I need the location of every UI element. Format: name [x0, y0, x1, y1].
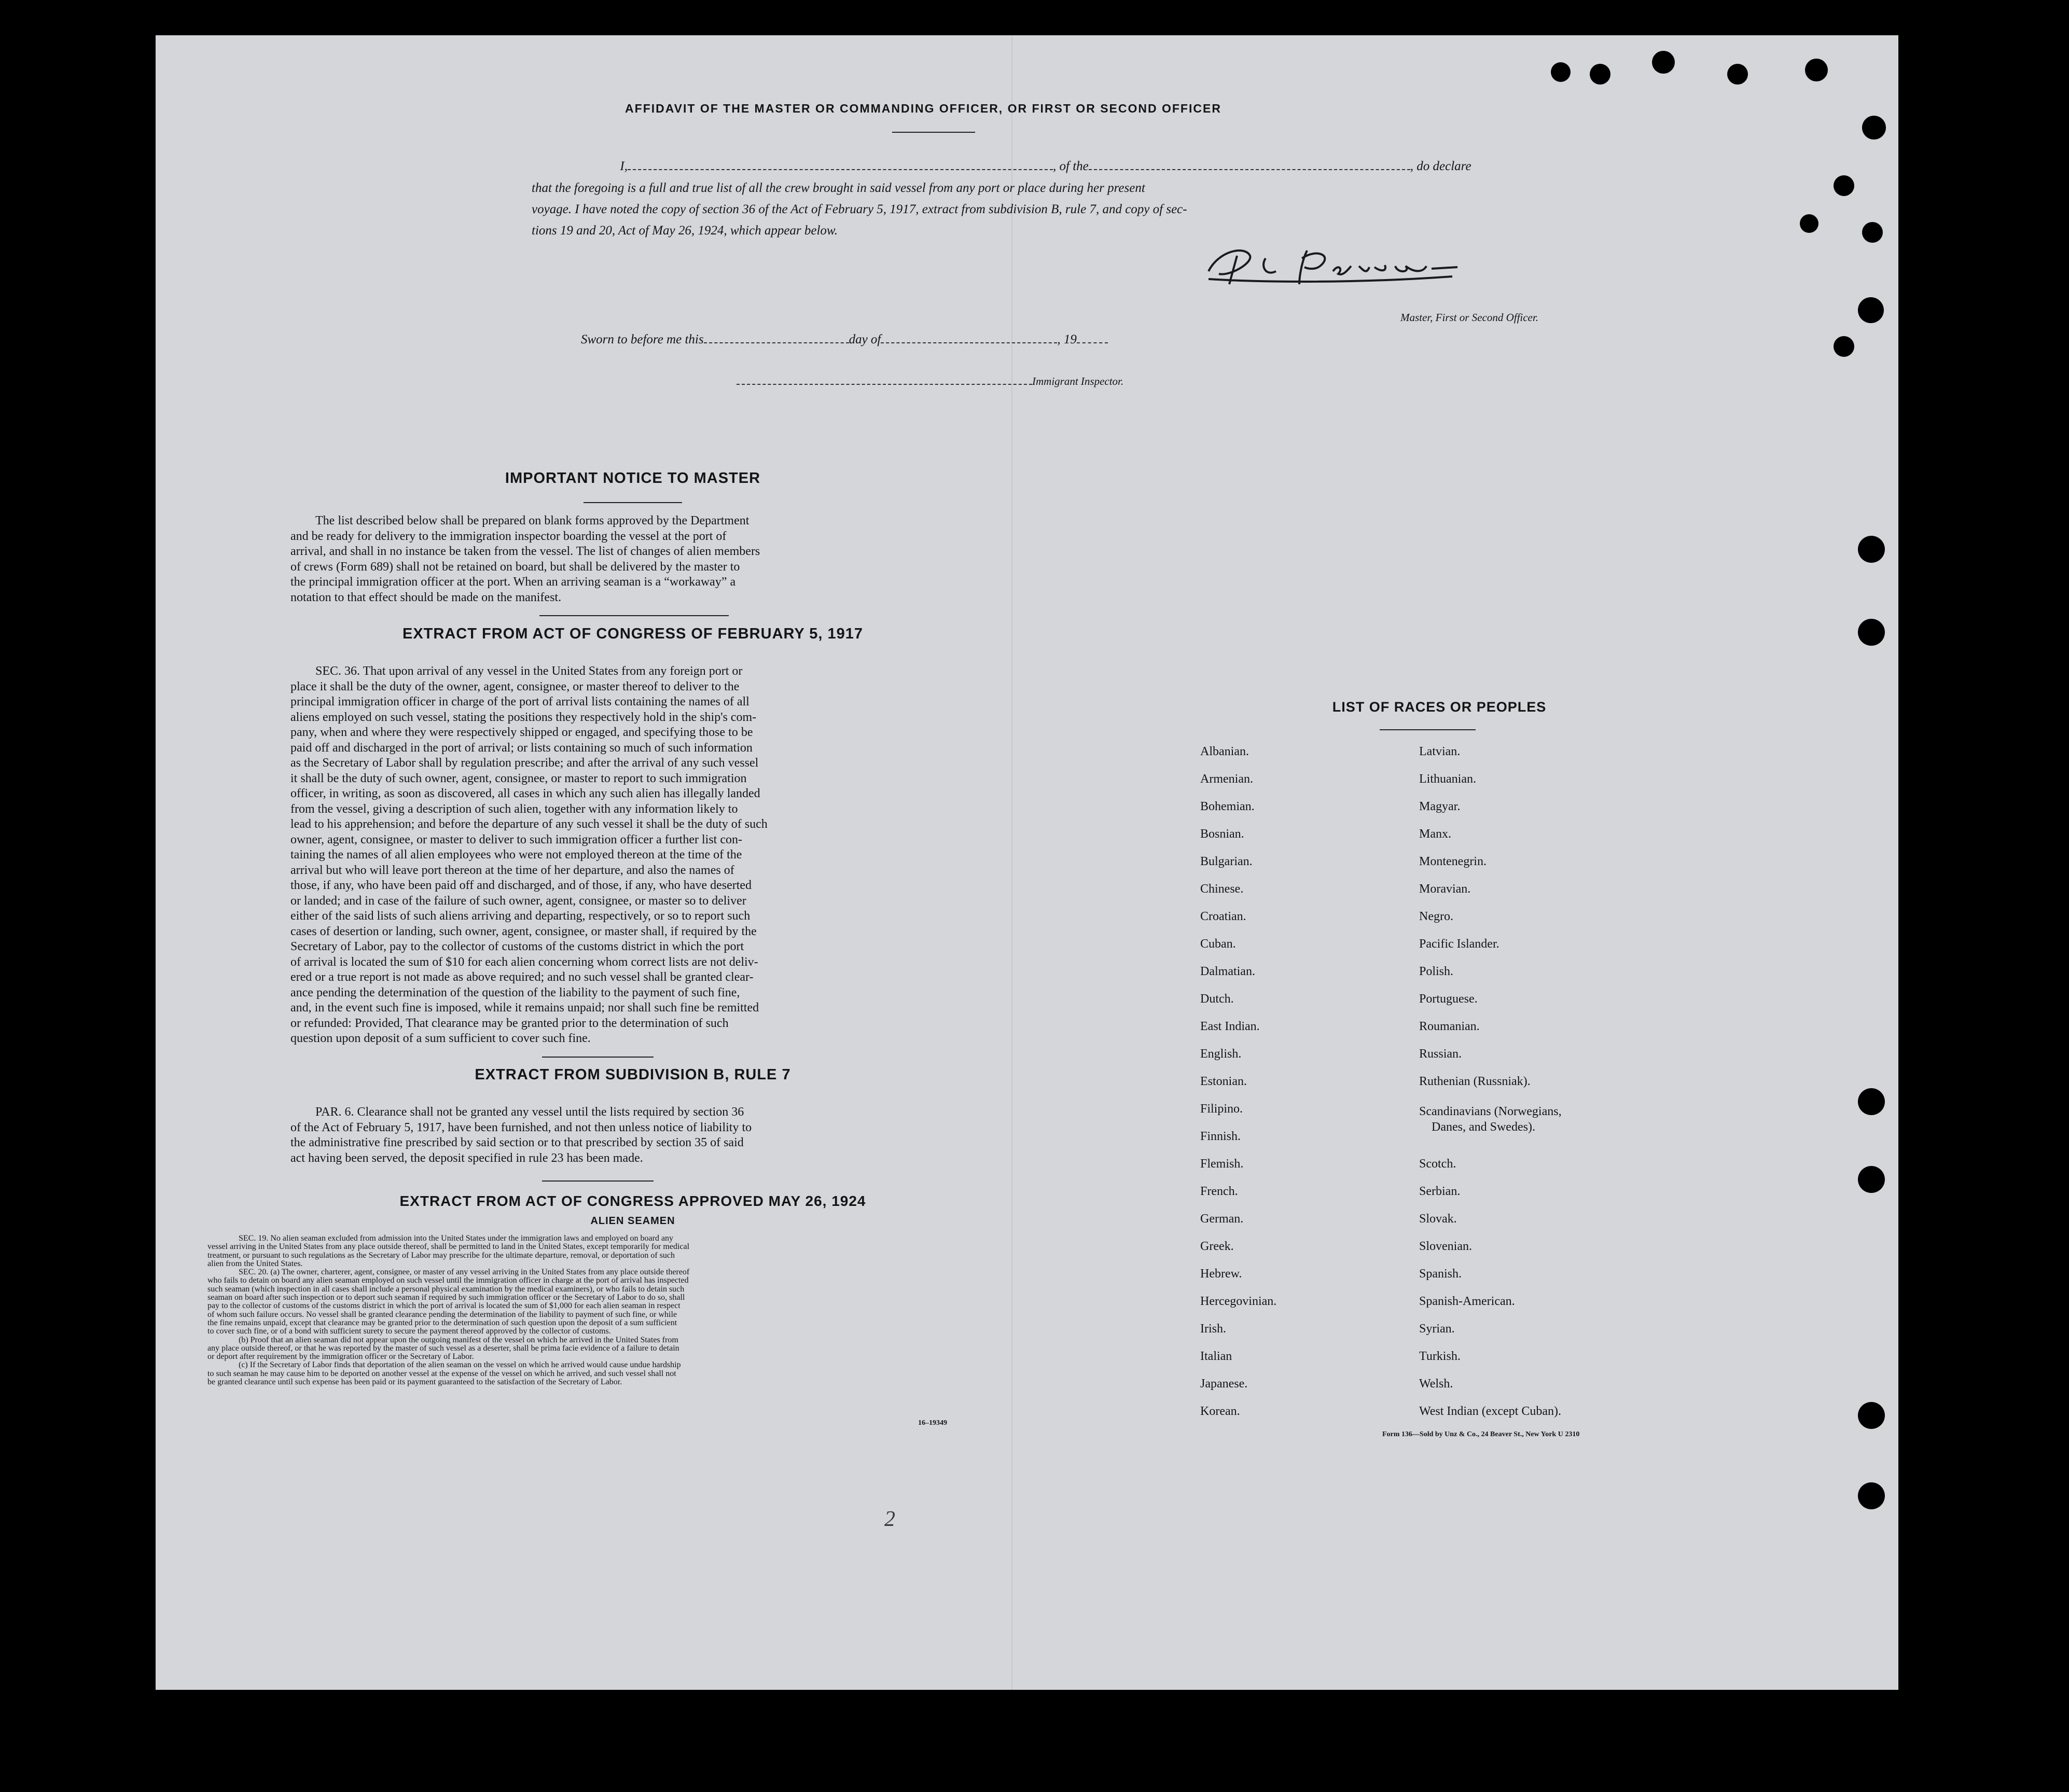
extract-1924-line: to cover such fine, or of a bond with sufficient surety to secure the payment thereof approved by the collector of customs. [207, 1327, 611, 1336]
race-left: Albanian. [1200, 745, 1249, 758]
extract-1924-title: EXTRACT FROM ACT OF CONGRESS APPROVED MAY 26, 1924 [399, 1193, 866, 1209]
punch-hole [1800, 214, 1818, 233]
extract-rule7-line: the administrative fine prescribed by said section or to that prescribed by section 35 of said [290, 1136, 744, 1149]
extract-1917-line: cases of desertion or landing, such owner, agent, consignee, or master shall, if required by the [290, 924, 757, 938]
extract-1917-line: those, if any, who have been paid off and discharged, and of those, if any, who have deserted [290, 879, 752, 892]
sworn-line [581, 332, 1108, 347]
extract-1924-line: any place outside thereof, or that he was reported by the master of such vessel as a deserter, shall be prima facie evidence of a failure to detain [207, 1343, 679, 1353]
extract-1924-line: (b) Proof that an alien seaman did not appear upon the outgoing manifest of the vessel on which he arrived in the United States from [239, 1335, 678, 1344]
extract-1924-line: pay to the collector of customs of the customs district in which the port of arrival is located the sum of $1,000 for each alien seaman in respect [207, 1301, 681, 1311]
extract-rule7-title: EXTRACT FROM SUBDIVISION B, RULE 7 [475, 1066, 791, 1083]
race-left: East Indian. [1200, 1020, 1260, 1033]
form-sheet [156, 35, 1898, 1690]
extract-1924-line: be granted clearance until such expense has been paid or its payment guaranteed to the satisfaction of the Secretary of Labor. [207, 1378, 622, 1387]
extract-1917-text [290, 664, 1033, 1047]
extract-1917-title: EXTRACT FROM ACT OF CONGRESS OF FEBRUARY 5, 1917 [402, 626, 864, 642]
notice-line: notation to that effect should be made on the manifest. [290, 590, 562, 604]
extract-1917-line: Secretary of Labor, pay to the collector of customs of the customs district in which the port [290, 940, 744, 953]
race-right: Spanish-American. [1419, 1295, 1515, 1308]
race-right: Portuguese. [1419, 992, 1478, 1006]
inspector-caption: Immigrant Inspector. [1032, 375, 1124, 387]
race-left: Japanese. [1200, 1377, 1248, 1391]
race-left: Hebrew. [1200, 1267, 1242, 1281]
race-right: Spanish. [1419, 1267, 1462, 1281]
extract-1917-line: pany, when and where they were respectively shipped or engaged, and specifying those to be [290, 726, 753, 739]
inspector-line [737, 375, 1123, 388]
extract-1917-line: officer, in writing, as soon as discovered, all cases in which any such alien has illegally landed [290, 787, 760, 800]
extract-1917-line: taining the names of all alien employees who were not employed thereon at the time of the [290, 848, 742, 862]
punch-hole [1834, 336, 1854, 357]
extract-1924-subtitle: ALIEN SEAMEN [590, 1215, 675, 1227]
race-left: Bulgarian. [1200, 855, 1253, 868]
punch-hole [1858, 1402, 1885, 1429]
race-right: Turkish. [1419, 1350, 1461, 1363]
sworn-year-field[interactable] [1077, 332, 1108, 343]
race-right: Ruthenian (Russniak). [1419, 1075, 1531, 1088]
extract-1924-line: (c) If the Secretary of Labor finds that deportation of the alien seaman on the vessel on which he arrived would cause undue hardship [239, 1360, 681, 1370]
sworn-month-field[interactable] [881, 332, 1057, 343]
race-left: Dalmatian. [1200, 965, 1255, 978]
extract-1924-line: vessel arriving in the United States from any place outside thereof, shall be permitted to land in the United States, except temporarily for medical [207, 1242, 690, 1252]
punch-hole [1551, 62, 1571, 82]
punch-hole [1652, 51, 1675, 74]
punch-hole [1862, 222, 1883, 243]
race-right: Scotch. [1419, 1157, 1456, 1171]
punch-hole [1834, 175, 1854, 196]
extract-1917-line: ance pending the determination of the question of the liability to the payment of such fine, [290, 985, 740, 999]
extract-rule7-text [290, 1105, 1033, 1166]
race-right: Serbian. [1419, 1185, 1461, 1198]
extract-1917-line: owner, agent, consignee, or master to deliver to such immigration officer a further list con- [290, 832, 742, 846]
affidavit-declare-label: , do declare [1410, 159, 1471, 173]
extract-1917-line: place it shall be the duty of the owner, agent, consignee, or master thereof to deliver to the [290, 679, 740, 693]
race-right: Scandinavians (Norwegians, [1419, 1105, 1562, 1118]
extract-1917-line: it shall be the duty of such owner, agent, consignee, or master to report to such immigration [290, 771, 747, 785]
race-right: Russian. [1419, 1047, 1462, 1061]
race-right: Danes, and Swedes). [1432, 1120, 1535, 1134]
section-rule [539, 615, 729, 616]
punch-hole [1727, 64, 1748, 85]
affidavit-statement-line: tions 19 and 20, Act of May 26, 1924, which appear below. [532, 224, 838, 238]
race-right: Pacific Islander. [1419, 937, 1499, 951]
extract-1924-line: or deport after requirement by the immigration officer or the Secretary of Labor. [207, 1352, 474, 1362]
race-left: Korean. [1200, 1405, 1240, 1418]
extract-1924-line: treatment, or pursuant to such regulations as the Secretary of Labor may prescribe for the ultimate departure, removal, or deportation of such [207, 1251, 675, 1260]
race-left: French. [1200, 1185, 1238, 1198]
race-right: Lithuanian. [1419, 772, 1476, 786]
extract-rule7-line: of the Act of February 5, 1917, have been furnished, and not then unless notice of liability to [290, 1120, 752, 1134]
extract-1924-line: seaman on board after such inspection or to deport such seaman if required by such immigration officer or the Secretary of Labor to do so, shall [207, 1293, 685, 1302]
race-left: Dutch. [1200, 992, 1234, 1006]
notice-line: and be ready for delivery to the immigration inspector boarding the vessel at the port of [290, 529, 727, 543]
extract-1924-line: SEC. 20. (a) The owner, charterer, agent, consignee, or master of any vessel arriving in the United States from any place outside thereof [239, 1268, 690, 1277]
race-left: Filipino. [1200, 1102, 1243, 1116]
extract-1917-line: either of the said lists of such aliens arriving and departing, respectively, or so to report such [290, 909, 751, 923]
affidavit-statement-line: that the foregoing is a full and true list of all the crew brought in said vessel from any port or place during her present [532, 181, 1145, 195]
extract-1924-line: of whom such failure occurs. No vessel shall be granted clearance pending the determination of the liability to payment of such fine, or while [207, 1310, 677, 1319]
extract-1917-line: principal immigration officer in charge of the port of arrival lists containing the names of all [290, 695, 749, 709]
race-left: Flemish. [1200, 1157, 1244, 1171]
race-left: Cuban. [1200, 937, 1236, 951]
race-left: German. [1200, 1212, 1244, 1226]
extract-1917-line: or landed; and in case of the failure of such owner, agent, consignee, or master so to deliver [290, 894, 746, 908]
punch-hole [1858, 619, 1885, 646]
sworn-day-of-label: day of [849, 332, 881, 346]
race-left: Irish. [1200, 1322, 1226, 1336]
extract-1917-line: lead to his apprehension; and before the departure of any such vessel it shall be the duty of such [290, 817, 768, 831]
race-left: Armenian. [1200, 772, 1253, 786]
extract-1924-line: the fine remains unpaid, except that clearance may be granted prior to the determination of such question upon the deposit of a sum sufficient [207, 1318, 677, 1327]
affidavit-line1 [581, 159, 1504, 174]
extract-1924-line: who fails to detain on board any alien seaman employed on such vessel until the immigration officer in charge at the port of arrival has inspected [207, 1276, 689, 1285]
print-code: 16–19349 [918, 1419, 947, 1427]
race-left: Bohemian. [1200, 800, 1255, 813]
race-left: Estonian. [1200, 1075, 1247, 1088]
affidavit-title: AFFIDAVIT OF THE MASTER OR COMMANDING OFFICER, OR FIRST OR SECOND OFFICER [625, 102, 1221, 115]
punch-hole [1858, 1088, 1885, 1115]
form-footer: Form 136—Sold by Unz & Co., 24 Beaver St., New York U 2310 [1382, 1430, 1580, 1438]
sworn-year-label: , 19 [1057, 332, 1077, 346]
extract-1917-line: question upon deposit of a sum sufficient to cover such fine. [290, 1032, 591, 1045]
races-title: LIST OF RACES OR PEOPLES [1332, 699, 1547, 715]
race-right: Slovenian. [1419, 1240, 1472, 1253]
inspector-signature-field[interactable] [737, 377, 1032, 385]
affidavit-i-label: I, [620, 159, 628, 173]
race-left: Italian [1200, 1350, 1232, 1363]
race-right: Moravian. [1419, 882, 1471, 896]
sworn-prefix-label: Sworn to before me this [581, 332, 704, 346]
extract-1917-line: arrival but who will leave port thereon at the time of her departure, and also the names of [290, 863, 734, 877]
race-right: Roumanian. [1419, 1020, 1480, 1033]
extract-1924-line: such seaman (which inspection in all cases shall include a personal physical examination by the medical examiners), or who fails to detain such [207, 1284, 685, 1294]
race-left: Greek. [1200, 1240, 1234, 1253]
extract-1924-line: alien from the United States. [207, 1259, 303, 1268]
affidavit-statement-line: voyage. I have noted the copy of section 36 of the Act of February 5, 1917, extract from subdivision B, rule 7, and copy of sec- [532, 202, 1187, 216]
section-rule [542, 1057, 654, 1058]
sworn-day-field[interactable] [704, 332, 849, 343]
extract-1924-text [207, 1234, 1011, 1386]
race-right: Syrian. [1419, 1322, 1455, 1336]
notice-line: The list described below shall be prepared on blank forms approved by the Department [315, 514, 749, 527]
race-right: Latvian. [1419, 745, 1461, 758]
extract-1917-line: aliens employed on such vessel, stating the positions they respectively hold in the ship's com- [290, 710, 757, 724]
race-left: Bosnian. [1200, 827, 1244, 841]
signature-graphic [1188, 235, 1520, 292]
race-right: Slovak. [1419, 1212, 1457, 1226]
extract-1924-line: SEC. 19. No alien seaman excluded from admission into the United States under the immigration laws and employed on board any [239, 1234, 674, 1243]
extract-1917-line: of arrival is located the sum of $10 for each alien concerning whom correct lists are not deliv- [290, 955, 758, 969]
race-right: Polish. [1419, 965, 1454, 978]
master-signature [1188, 235, 1520, 292]
signature-caption: Master, First or Second Officer. [1400, 311, 1538, 324]
race-right: Manx. [1419, 827, 1451, 841]
race-left: Croatian. [1200, 910, 1246, 923]
extract-1917-line: paid off and discharged in the port of arrival; or lists containing so much of such information [290, 741, 753, 755]
extract-1917-line: or refunded: Provided, That clearance may be granted prior to the determination of such [290, 1016, 729, 1030]
section-rule [542, 1180, 654, 1182]
race-left: English. [1200, 1047, 1242, 1061]
extract-1917-line: as the Secretary of Labor shall by regulation prescribe; and after the arrival of any such vessel [290, 756, 759, 770]
race-left: Hercegovinian. [1200, 1295, 1277, 1308]
races-title-rule [1380, 729, 1476, 730]
notice-line: arrival, and shall in no instance be taken from the vessel. The list of changes of alien members [290, 545, 760, 558]
punch-hole [1805, 59, 1828, 81]
punch-hole [1590, 64, 1610, 85]
master-name-field[interactable] [628, 159, 1053, 170]
extract-1917-line: from the vessel, giving a description of such alien, together with any information likely to [290, 802, 738, 816]
notice-title-rule [584, 502, 682, 503]
race-right: Magyar. [1419, 800, 1461, 813]
notice-line: the principal immigration officer at the port. When an arriving seaman is a “workaway” a [290, 575, 736, 589]
notice-text [290, 513, 1033, 605]
affidavit-of-the-label: , of the [1053, 159, 1089, 173]
punch-hole [1858, 1482, 1885, 1509]
notice-title: IMPORTANT NOTICE TO MASTER [505, 470, 761, 487]
punch-hole [1858, 536, 1885, 563]
extract-1924-line: to such seaman he may cause him to be deported on another vessel at the expense of the vessel on which he arrived, and such vessel shall not [207, 1369, 676, 1378]
race-left: Chinese. [1200, 882, 1244, 896]
race-right: Welsh. [1419, 1377, 1453, 1391]
race-right: West Indian (except Cuban). [1419, 1405, 1561, 1418]
race-left: Finnish. [1200, 1130, 1241, 1143]
extract-1917-line: SEC. 36. That upon arrival of any vessel in the United States from any foreign port or [315, 664, 743, 678]
extract-1917-line: ered or a true report is not made as above required; and no such vessel shall be granted clear- [290, 970, 754, 984]
extract-1917-line: and, in the event such fine is imposed, while it remains unpaid; nor shall such fine be remitted [290, 1001, 759, 1015]
extract-rule7-line: act having been served, the deposit specified in rule 23 has been made. [290, 1151, 643, 1165]
punch-hole [1858, 1166, 1885, 1193]
affidavit-title-rule [892, 132, 975, 133]
punch-hole [1862, 116, 1886, 140]
notice-line: of crews (Form 689) shall not be retained on board, but shall be delivered by the master to [290, 560, 740, 574]
race-right: Negro. [1419, 910, 1453, 923]
vessel-name-field[interactable] [1089, 159, 1410, 170]
punch-hole [1858, 297, 1884, 323]
margin-mark: 2 [884, 1507, 895, 1531]
extract-rule7-line: PAR. 6. Clearance shall not be granted any vessel until the lists required by section 36 [315, 1105, 744, 1119]
race-right: Montenegrin. [1419, 855, 1487, 868]
